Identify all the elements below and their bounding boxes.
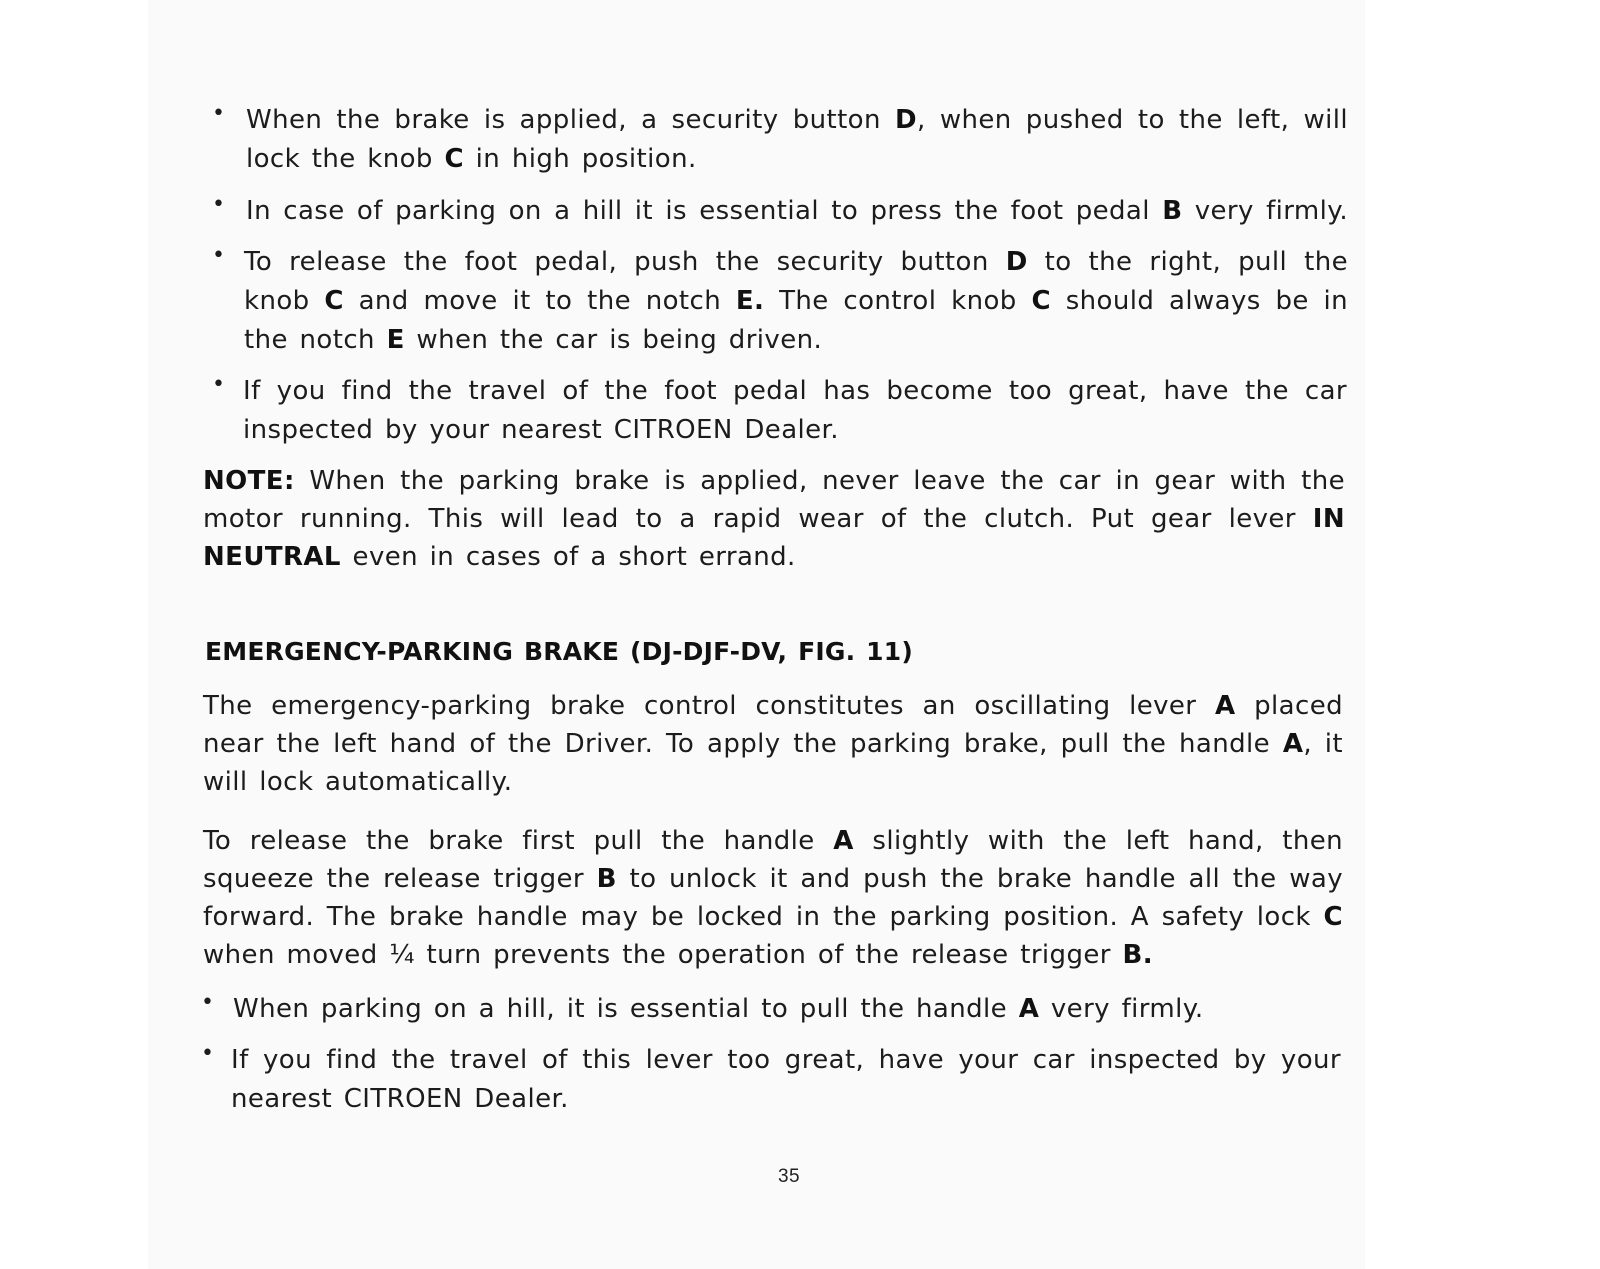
paragraph-release-brake: To release the brake first pull the handle A slightly with the left hand, then squeeze the release trigger B to unlock it and push the brake handle all the way forward. The brake handle may be locked in the parking position. A safety lock C when moved ¼ turn prevents the operation of the release trigger B. xyxy=(203,826,1344,970)
bullet-glyph: • xyxy=(212,372,226,397)
paragraph-brake-control: The emergency-parking brake control constitutes an oscillating lever A placed near the left hand of the Driver. To apply the parking brake, pull the handle A, it will lock automatically. xyxy=(203,691,1343,797)
bullet-glyph: • xyxy=(212,192,226,217)
bullet-glyph: • xyxy=(212,243,226,268)
bullet-text: To release the foot pedal, push the security button D to the right, pull the knob C and move it to the notch E. The control knob C should always be in the notch E when the car is being driven. xyxy=(244,247,1349,355)
bullet-text: If you find the travel of the foot pedal has become too great, have the car inspected by your nearest CITROEN Dealer. xyxy=(243,376,1347,445)
bullet-text: When parking on a hill, it is essential to pull the handle A very firmly. xyxy=(233,994,1204,1024)
note-label: NOTE: xyxy=(203,466,295,496)
bullet-text: If you find the travel of this lever too great, have your car inspected by your nearest CITROEN Dealer. xyxy=(231,1045,1341,1114)
bullet-glyph: • xyxy=(201,990,215,1015)
section-heading: EMERGENCY-PARKING BRAKE (DJ-DJF-DV, FIG. 11) xyxy=(205,637,913,666)
bullet-text: In case of parking on a hill it is essential to press the foot pedal B very firmly. xyxy=(246,196,1349,226)
note-paragraph: NOTE: When the parking brake is applied, never leave the car in gear with the motor running. This will lead to a rapid wear of the clutch. Put gear lever IN NEUTRAL even in cases of a short errand. xyxy=(203,466,1345,572)
note-emphasis: IN NEUTRAL xyxy=(203,504,1345,572)
bullet-glyph: • xyxy=(201,1041,215,1066)
bullet-text: When the brake is applied, a security button D, when pushed to the left, will lock the knob C in high position. xyxy=(246,105,1349,174)
page-number: 35 xyxy=(778,1166,800,1187)
bullet-glyph: • xyxy=(212,101,226,126)
